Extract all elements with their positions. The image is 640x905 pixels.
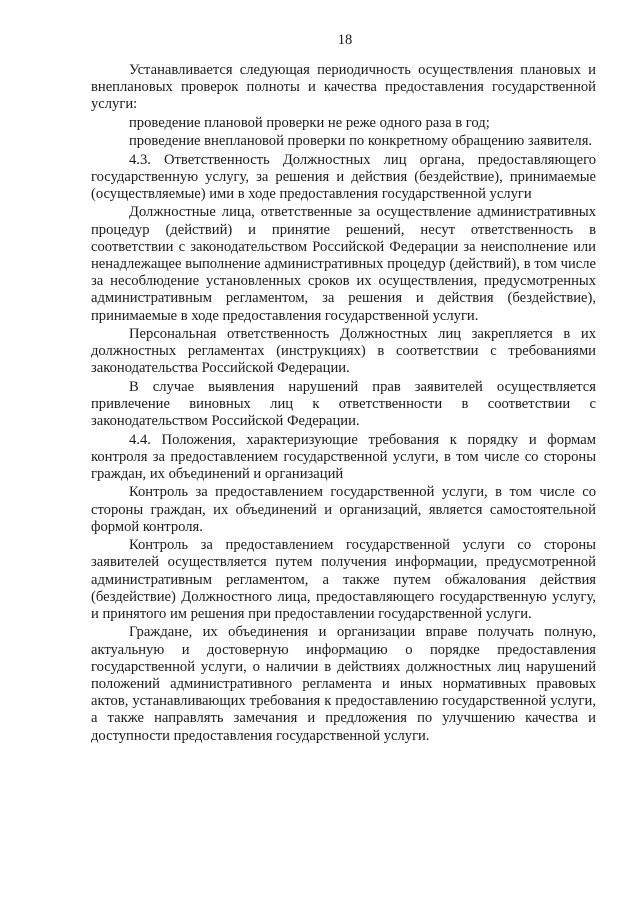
paragraph-control-form: Контроль за предоставлением государственной услуги, в том числе со стороны граждан, их объединений и организаций, является самостоятельной формой контроля.: [91, 484, 596, 535]
paragraph-planned-inspection: проведение плановой проверки не реже одного раза в год;: [129, 114, 490, 131]
paragraph-citizens-rights: Граждане, их объединения и организации вправе получать полную, актуальную и достоверную информацию о порядке предоставления государственной услуги, о наличии в действиях должностных лиц нарушений положений административного регламента и иных нормативных правовых актов, устанавливающих требования к предоставлению государственной услуги, а также направлять замечания и предложения по улучшению качества и доступности предоставления государственной услуги.: [91, 624, 596, 744]
paragraph-inspection-frequency: Устанавливается следующая периодичность осуществления плановых и внеплановых проверок полноты и качества предоставления государственной услуги:: [91, 62, 596, 113]
paragraph-personal-responsibility: Персональная ответственность Должностных лиц закрепляется в их должностных регламентах (инструкциях) в соответствии с требованиями законодательства Российской Федерации.: [91, 325, 596, 377]
paragraph-unplanned-inspection: проведение внеплановой проверки по конкретному обращению заявителя.: [129, 133, 593, 150]
paragraph-applicant-control: Контроль за предоставлением государственной услуги со стороны заявителей осуществляется путем получения информации, предусмотренной административным регламентом, а также путем обжалования действия (бездействие) Должностного лица, предоставляющего государственную услугу, и принятого им решения при предоставлении государственной услуги.: [91, 537, 596, 622]
section-heading-4-4: 4.4. Положения, характеризующие требования к порядку и формам контроля за предоставлением государственной услуги, в том числе со стороны граждан, их объединений и организаций: [91, 431, 596, 482]
page-number: 18: [337, 32, 353, 48]
paragraph-officials-responsibility: Должностные лица, ответственные за осуществление административных процедур (действий) и принятие решений, несут ответственность в соответствии с законодательством Российской Федерации за неисполнение или ненадлежащее выполнение административных процедур (действий), в том числе за несоблюдение установленных сроков их осуществления, предусмотренных административным регламентом, за решения и действия (бездействие), принимаемые в ходе предоставления государственной услуги.: [91, 204, 596, 324]
body-text: [91, 62, 596, 746]
section-heading-4-3: 4.3. Ответственность Должностных лиц органа, предоставляющего государственную услугу, за решения и действия (бездействие), принимаемые (осуществляемые) ими в ходе предоставления государственной услуги: [91, 151, 596, 202]
paragraph-violations: В случае выявления нарушений прав заявителей осуществляется привлечение виновных лиц к ответственности в соответствии с законодательством Российской Федерации.: [91, 378, 596, 430]
